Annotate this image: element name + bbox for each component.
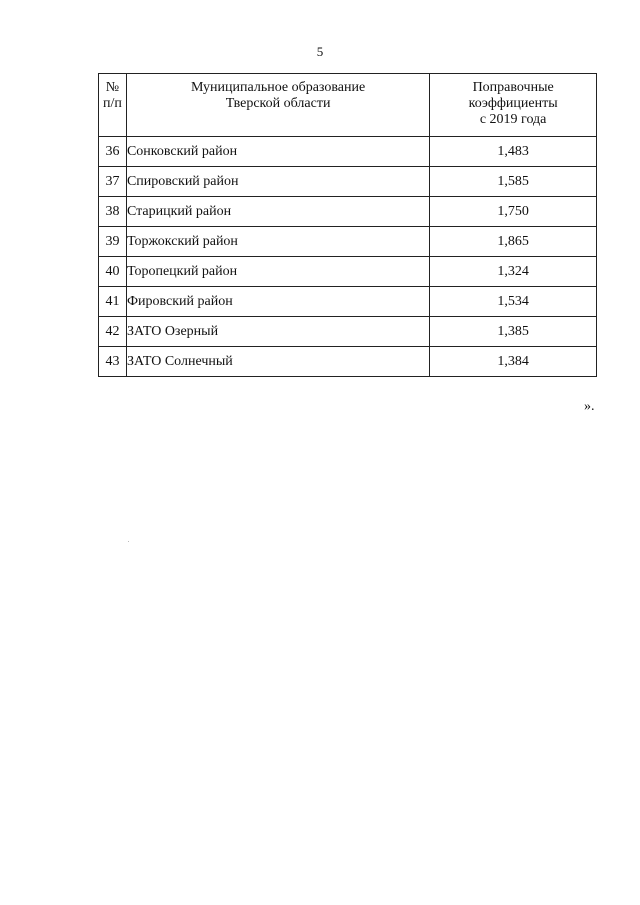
- row-municipality: Сонковский район: [126, 137, 429, 167]
- row-municipality: Торопецкий район: [126, 257, 429, 287]
- page-number-text: 5: [316, 44, 324, 59]
- table-row: [99, 347, 597, 377]
- header-coefficients-line: коэффициенты: [468, 96, 558, 111]
- row-coefficient: 1,865: [430, 227, 597, 257]
- table-row: [99, 227, 597, 257]
- row-number: 39: [99, 227, 127, 257]
- header-number: [99, 74, 127, 137]
- row-coefficient: 1,585: [430, 167, 597, 197]
- row-number: 40: [99, 257, 127, 287]
- row-municipality: ЗАТО Озерный: [126, 317, 429, 347]
- row-number: 36: [99, 137, 127, 167]
- header-coefficients: [430, 74, 597, 137]
- row-number: 41: [99, 287, 127, 317]
- table-header-row: [99, 74, 597, 137]
- table-row: [99, 137, 597, 167]
- table-row: [99, 287, 597, 317]
- table-row: [99, 257, 597, 287]
- coefficients-table: [98, 73, 597, 377]
- row-municipality: Фировский район: [126, 287, 429, 317]
- row-municipality: ЗАТО Солнечный: [126, 347, 429, 377]
- row-number: 38: [99, 197, 127, 227]
- header-municipality-line: Муниципальное образование: [190, 80, 366, 95]
- row-coefficient: 1,324: [430, 257, 597, 287]
- row-number: 37: [99, 167, 127, 197]
- header-municipality-line: Тверской области: [225, 96, 331, 111]
- row-number: 42: [99, 317, 127, 347]
- row-number: 43: [99, 347, 127, 377]
- closing-quote-mark: ».: [584, 399, 595, 414]
- row-coefficient: 1,384: [430, 347, 597, 377]
- scan-speck: [128, 541, 129, 542]
- table-row: [99, 167, 597, 197]
- row-coefficient: 1,385: [430, 317, 597, 347]
- header-number-line: №: [105, 80, 120, 95]
- row-coefficient: 1,483: [430, 137, 597, 167]
- row-coefficient: 1,750: [430, 197, 597, 227]
- page-number: [0, 44, 640, 60]
- header-number-line: п/п: [103, 96, 122, 111]
- row-municipality: Спировский район: [126, 167, 429, 197]
- header-coefficients-line: с 2019 года: [479, 112, 547, 127]
- row-municipality: Старицкий район: [126, 197, 429, 227]
- row-municipality: Торжокский район: [126, 227, 429, 257]
- header-municipality: [126, 74, 429, 137]
- header-coefficients-line: Поправочные: [472, 80, 554, 95]
- row-coefficient: 1,534: [430, 287, 597, 317]
- table-row: [99, 317, 597, 347]
- table-row: [99, 197, 597, 227]
